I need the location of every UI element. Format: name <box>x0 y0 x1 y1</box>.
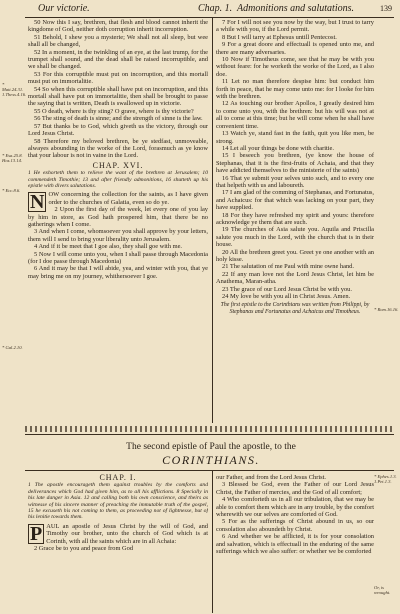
verse: 11 Let no man therefore despise him: but conduct him forth in peace, that he may come unto me: for I looke for him with the brethren. <box>216 78 374 101</box>
margin-note: Or, is wrought. <box>374 585 391 596</box>
verse: 3 Blessed be God, even the Father of our Lord Jesus Christ, the Father of mercies, and the God of all comfort; <box>216 481 374 496</box>
verse: 57 But thanks be to God, which giveth us the victory, through our Lord Jesus Christ. <box>28 122 208 138</box>
chapter-heading: CHAP. XVI. <box>92 160 144 170</box>
verse: 23 The grace of our Lord Jesus Christ be with you. <box>222 285 352 293</box>
verse: 6 And it may be that I will abide, yea, and winter with you, that ye may bring me on my journey, whithersoever I goe. <box>28 265 208 280</box>
verse: 10 Now if Timotheus come, see that he may be with you without feare: for he worketh the worke of the Lord, as I also doe. <box>216 56 374 78</box>
margin-note: * Ecc.8.6. <box>2 188 21 193</box>
epistle-title: The second epistle of Paul the apostle, to the <box>126 442 296 452</box>
epistle-title-name: CORINTHIANS. <box>162 453 260 467</box>
verse: 19 The churches of Asia salute you. Aquila and Priscilla salute you much in the Lord, with the church that is in their house. <box>216 226 374 249</box>
verse: 18 For they have refreshed my spirit and yours: therefore acknowledge ye them that are such. <box>216 211 374 226</box>
verse: 52 In a moment, in the twinkling of an eye, at the last trump, for the trumpet shall sound, and the dead shall be raised incorruptible, and we shall be changed. <box>28 48 208 71</box>
header-right: Admonitions and salutations. <box>237 3 354 14</box>
verse: 4 Who comforteth us in all our tribulation, that we may be able to comfort them which are in any trouble, by the comfort wherewith we our selves are comforted of God. <box>216 496 374 519</box>
verse: 15 I beseech you brethren, (ye know the house of Stephanas, that it is the first-fruits of Achaia, and that they have addicted themselves to the ministerie of the saints) <box>216 152 374 175</box>
margin-note: * Ephes.1.3. 1.Pet.1.3. <box>374 474 397 485</box>
verse: 5 For as the sufferings of Christ abound in us, so our consolation also aboundeth by Christ. <box>216 518 374 533</box>
verse: 54 So when this corruptible shall have put on incorruption, and this mortall shall have put on immortalitie, then shall be brought to passe the saying that is written, Death is swallowed up in victorie. <box>28 85 208 108</box>
left-column <box>28 19 208 423</box>
verse: 56 The sting of death is sinne; and the strength of sinne is the law. <box>34 115 203 123</box>
verse: 5 Now I will come unto you, when I shall passe through Macedonia (for I doe passe through Macedonia) <box>28 250 208 265</box>
verse: 17 I am glad of the comming of Stephanas, and Fortunatus, and Achaicus: for that which was lacking on your part, they have supplied. <box>216 189 374 212</box>
header-center: Chap. 1. <box>198 3 233 14</box>
margin-note: * Esa.25.8. Hos.13.14. <box>2 153 23 164</box>
right-column <box>216 19 374 423</box>
verse: 24 My love be with you all in Christ Jesus. Amen. <box>222 293 351 301</box>
second-left-column <box>28 472 208 612</box>
verse: 2 Upon the first day of the week, let every one of you lay by him in store, as God hath prospered him, that there be no gatherings when I come. <box>28 206 208 228</box>
verse: 4 And if it be meet that I goe also, they shall goe with me. <box>34 243 183 251</box>
chapter-heading: CHAP. I. <box>99 473 137 482</box>
verse: OW concerning the collection for the saints, as I have given order to the churches of Galatia, even so do ye. <box>48 191 208 206</box>
margin-note: * Gal.2.10. <box>2 345 23 350</box>
verse: 21 The salutation of me Paul with mine owne hand. <box>222 263 354 271</box>
verse: 12 As touching our brother Apollos, I greatly desired him to come unto you, with the brethren: but his will was not at all to come at this time; but he will come when he shall have convenient time. <box>216 100 374 130</box>
verse: 8 But I will tarry at Ephesus untill Pentecost. <box>222 33 337 41</box>
margin-note: * Rom.16.16. <box>374 307 399 312</box>
verse: AUL an apostle of Jesus Christ by the will of God, and Timothy our brother, unto the church of God which is at Corinth, with all the saints which are in all Achaia: <box>46 522 208 545</box>
ornament-band <box>25 426 394 432</box>
header-rule <box>25 17 394 18</box>
verse: 50 Now this I say, brethren, that flesh and blood cannot inherit the kingdome of God, neither doth corruption inherit incorruption. <box>28 19 208 34</box>
drop-cap: N <box>30 191 45 214</box>
column-divider <box>212 471 213 613</box>
header-left: Our victorie. <box>38 3 90 14</box>
verse: 2 Grace be to you and peace from God <box>34 545 134 553</box>
verse: 53 For this corruptible must put on incorruption, and this mortall must put on immortalitie. <box>28 70 208 86</box>
second-right-column <box>216 474 374 612</box>
verse: 6 And whether we be afflicted, it is for your consolation and salvation, which is effectuall in the enduring of the same sufferings which we also suffer: or whether we be comforted <box>216 533 374 556</box>
section-rule <box>25 434 394 435</box>
verse: 7 For I will not see you now by the way, but I trust to tarry a while with you, if the Lord permit. <box>216 19 374 34</box>
column-divider <box>212 18 213 423</box>
verse: 51 Behold, I shew you a mysterie; We shall not all sleep, but wee shall all be changed, <box>28 33 208 49</box>
margin-note: * Matt.24.31. 1.Thess.4.16. <box>2 82 27 98</box>
verse: 14 Let all your things be done with charitie. <box>222 144 334 152</box>
page-number: 139 <box>380 4 392 13</box>
chapter-summary: 1 The apostle encourageth them against troubles by the comforts and deliverances which God had given him, as to all his afflictions. 8 Specially in his late danger in Asia. 12 and calling both his own conscience, and theirs as witnesse of his sincere manner of preaching the immutable truth of the gospel, 15 he excuseth his not coming to them, as proceeding not of lightnesse, but of his lenitie towards them. <box>28 482 208 521</box>
verse: 58 Therefore my beloved brethren, be ye stedfast, unmoveable, alwayes abounding in the worke of the Lord, forasmuch as ye know that your labour is not in vaine in the Lord. <box>28 137 208 160</box>
chapter-summary: 1 He exhorteth them to relieve the want of the brethren at Jerusalem; 10 commendeth Timothie; 13 and after friendly admonitions, 16 shutteth up his epistle with divers salutations. <box>28 170 208 189</box>
drop-cap: P <box>30 522 43 545</box>
running-header <box>8 2 394 16</box>
verse: 55 O death, where is thy sting? O grave, where is thy victorie? <box>34 107 194 115</box>
title-rule <box>25 470 394 471</box>
verse: 3 And when I come, whomsoever you shall approve by your letters, them will I send to bring your liberality unto Jerusalem. <box>28 228 208 243</box>
verse: 20 All the brethren greet you. Greet ye one another with an holy kisse. <box>216 248 374 263</box>
verse: 22 If any man love not the Lord Jesus Christ, let him be Anathema, Maran-atha. <box>216 270 374 286</box>
closing-subscription: The first epistle to the Corinthians was written from Philippi, by Stephanas and Fortunatus and Achaicus and Timotheus. <box>220 302 370 316</box>
verse: our Father, and from the Lord Jesus Christ. <box>216 474 326 481</box>
verse: 13 Watch ye, stand fast in the faith, quit you like men, be strong. <box>216 130 374 145</box>
verse: 9 For a great doore and effectuall is opened unto me, and there are many adversaries. <box>216 41 374 56</box>
verse: 16 That ye submit your selves unto such, and to every one that helpeth with us and laboureth. <box>216 174 374 189</box>
